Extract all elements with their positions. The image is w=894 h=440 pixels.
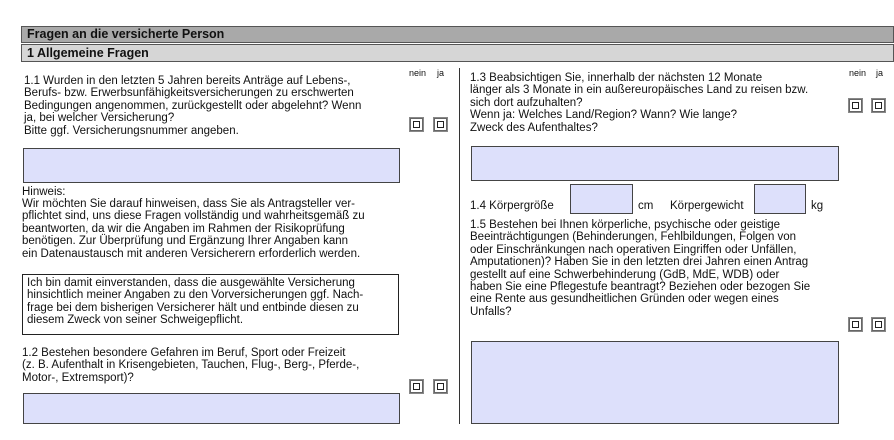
column-divider bbox=[459, 68, 460, 424]
q1-2-yes-checkbox[interactable] bbox=[433, 379, 448, 394]
hinweis-title: Hinweis: bbox=[22, 186, 66, 198]
subsection-header: 1 Allgemeine Fragen bbox=[21, 44, 894, 62]
q1-2-answer-field[interactable] bbox=[23, 393, 400, 424]
height-unit: cm bbox=[638, 200, 654, 212]
q1-1-answer-field[interactable] bbox=[23, 148, 400, 183]
q1-3-yes-checkbox[interactable] bbox=[871, 98, 886, 113]
question-1-3-text: 1.3 Beabsichtigen Sie, innerhalb der nächsten 12 Monate länger als 3 Monate in ein außereuropäisches Land zu reisen bzw. sich dort aufzuhalten? Wenn ja: Welches Land/Region? Wann? Wie lange? Zweck des Aufenthaltes? bbox=[470, 72, 809, 134]
no-label-left: nein bbox=[409, 68, 427, 78]
q1-5-yes-checkbox[interactable] bbox=[871, 317, 886, 332]
section-header: Fragen an die versicherte Person bbox=[21, 26, 894, 43]
hinweis-text: Wir möchten Sie darauf hinweisen, dass Sie als Antragsteller ver- pflichtet sind, uns diese Fragen vollständig und wahrheitsgemäß zu beantworten, da wir die Angaben im Rahmen der Risikoprüfung benötigen. Zur Überprüfung und Ergänzung Ihrer Angaben kann ein Datenaustausch mit anderen Versicherern erforderlich werden. bbox=[22, 198, 365, 260]
height-field[interactable] bbox=[570, 184, 633, 214]
weight-field[interactable] bbox=[754, 184, 806, 214]
question-1-5-text: 1.5 Bestehen bei Ihnen körperliche, psychische oder geistige Beeinträchtigungen (Behinderungen, Fehlbildungen, Folgen von oder Einschränkungen nach operativen Eingriffen oder Unfällen, Amputationen)? Haben Sie in den letzten drei Jahren einen Antrag gestellt auf eine Schwerbehinderung (GdB, MdE, WDB) oder haben Sie eine Pflegestufe beantragt? Beziehen oder bezogen Sie eine Rente aus gesundheitlichen Gründen oder wegen eines Unfalls? bbox=[470, 219, 811, 318]
q1-5-answer-field[interactable] bbox=[471, 341, 839, 424]
weight-label: Körpergewicht bbox=[670, 200, 744, 212]
yes-label-right: ja bbox=[876, 68, 884, 78]
yes-label-left: ja bbox=[437, 68, 445, 78]
question-1-1-text: 1.1 Wurden in den letzten 5 Jahren bereits Anträge auf Lebens-, Berufs- bzw. Erwerbsunfähigkeitsversicherungen zu erschwerten Bedingungen angenommen, zurückgestellt oder abgelehnt? Wenn ja, bei welcher Versicherung? Bitte ggf. Versicherungsnummer angeben. bbox=[24, 75, 362, 137]
question-1-2-text: 1.2 Bestehen besondere Gefahren im Beruf, Sport oder Freizeit (z. B. Aufenthalt in Krisengebieten, Tauchen, Flug-, Berg-, Pferde-, Motor-, Extremsport)? bbox=[22, 347, 360, 384]
q1-3-no-checkbox[interactable] bbox=[848, 98, 863, 113]
q1-5-no-checkbox[interactable] bbox=[848, 317, 863, 332]
height-label: 1.4 Körpergröße bbox=[470, 200, 554, 212]
q1-1-no-checkbox[interactable] bbox=[409, 117, 424, 132]
q1-3-answer-field[interactable] bbox=[471, 146, 839, 181]
consent-box bbox=[22, 274, 399, 335]
q1-1-yes-checkbox[interactable] bbox=[433, 117, 448, 132]
weight-unit: kg bbox=[811, 200, 824, 212]
q1-2-no-checkbox[interactable] bbox=[409, 379, 424, 394]
no-label-right: nein bbox=[849, 68, 867, 78]
consent-text: Ich bin damit einverstanden, dass die ausgewählte Versicherung hinsichtlich meiner Angaben zu den Vorversicherungen ggf. Nach- frage bei dem bisherigen Versicherer hält und entbinde diesen zu diesem Zweck von seiner Schweigepflicht. bbox=[27, 277, 364, 327]
